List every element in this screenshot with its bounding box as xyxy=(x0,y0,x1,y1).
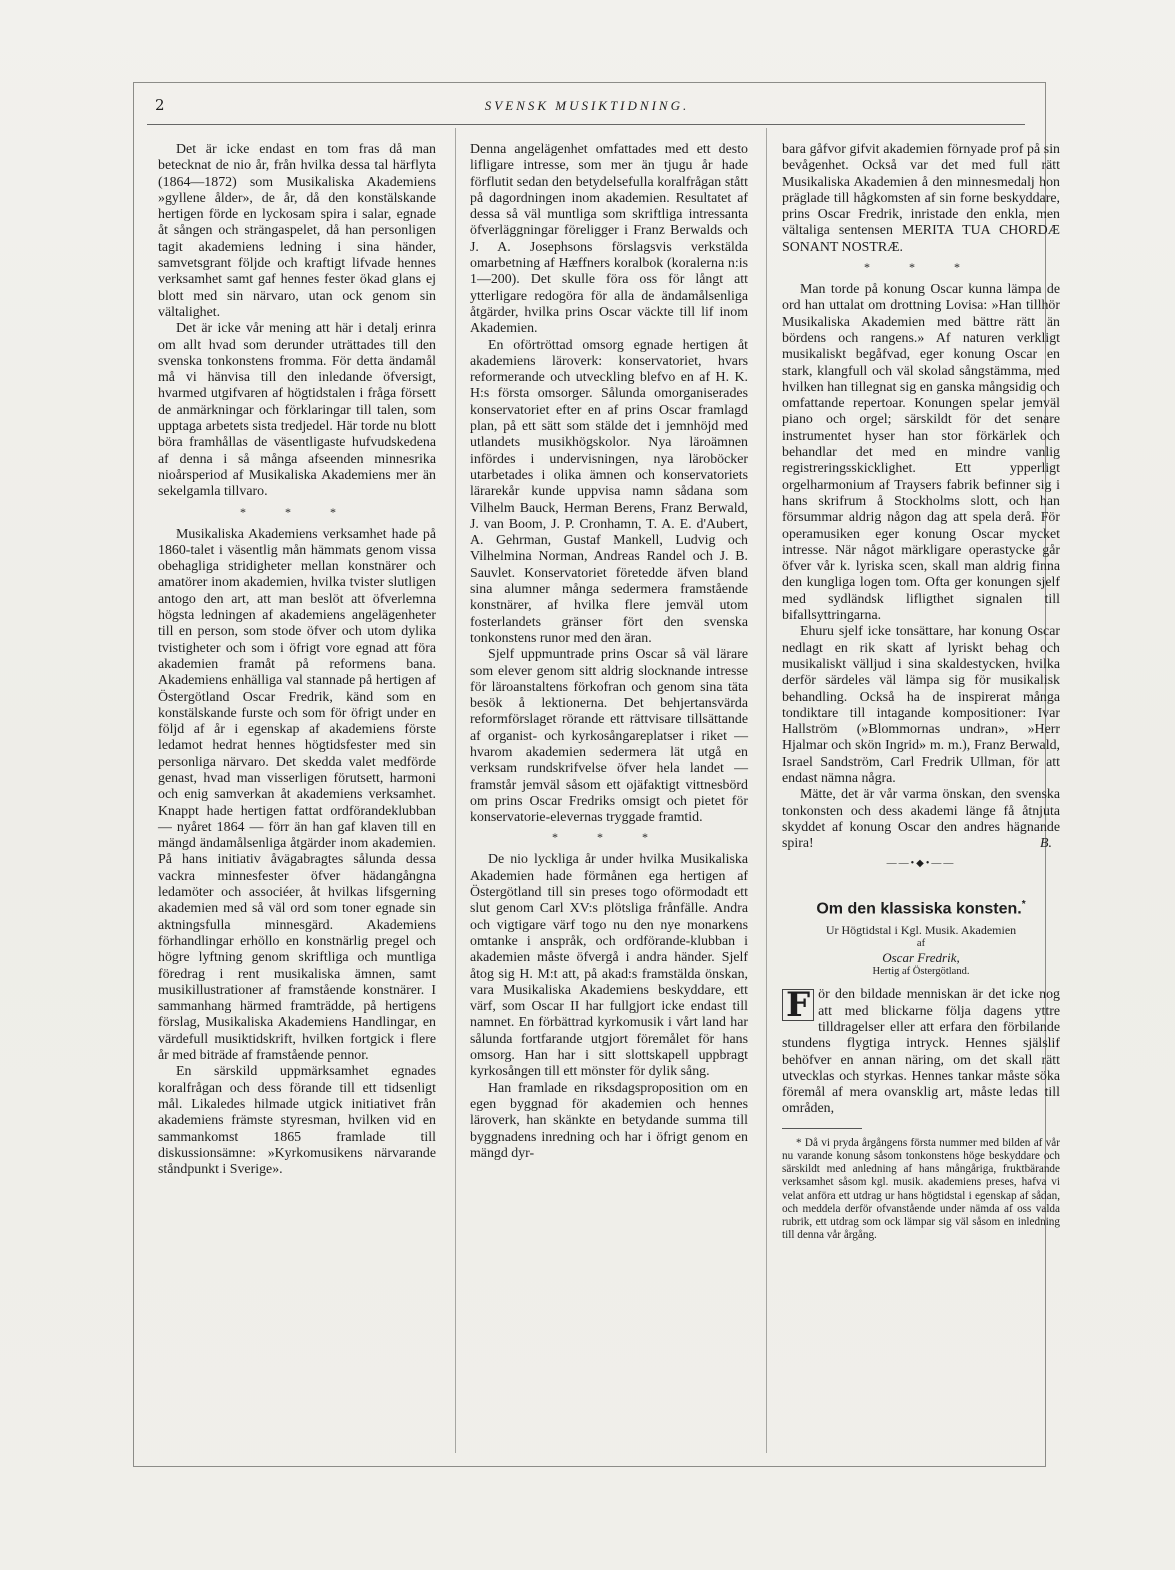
header-rule xyxy=(147,124,1025,125)
col3-paragraph-3: Ehuru sjelf icke tonsättare, har konung Oscar nedlagt en rik skatt af lyriskt behag och musikaliskt välljud i sina skaldestycken, hvilka derför särdeles väl lämpa sig för musikalisk behandling. Också ha de inspirerat många tondiktare till intagande kompositioner: Ivar Hallström (»Blommornas undran», »Herr Hjalmar och skön Ingrid» m. m.), Franz Berwald, Israel Sandström, Carl Fredrik Ullman, för att endast nämna några. xyxy=(782,624,1060,786)
author-title: Hertig af Östergötland. xyxy=(872,966,970,978)
page-number: 2 xyxy=(155,96,165,114)
journal-title: SVENSK MUSIKTIDNING. xyxy=(484,98,690,113)
article-author: Oscar Fredrik, xyxy=(882,950,960,966)
col2-paragraph-4: De nio lyckliga år under hvilka Musikaliska Akademien hade förmånen ega hertigen af Östergötland till sin preses togo oförmodadt ett slut genom Carl XV:s plötsliga frånfälle. Andra och vigtigare värf togo nu den nye monarkens omtanke i anspråk, och ordförande-klubban i akademien måste öfvergå i andra händer. Sjelf åtog sig H. M:t att, på akad:s framstälda önskan, vara Musikaliska Akademiens beskyddare, ett värf, som Oscar II har fullgjort icke endast till namnet. En förbättrad kyrkomusik i vårt land har sålunda fortfarande utgjort föremålet för hans omsorg. Han har i sitt slottskapell uppbragt kyrkosången till ett mönster för dylik sång. xyxy=(470,852,748,1080)
footnote: * Då vi pryda årgångens första nummer med bilden af vår nu varande konung såsom tonkonstens höge beskyddare och särskildt med anledning af hans mångåriga, fruktbärande verksamhet såsom kgl. musik. akademiens preses, hafva vi velat anföra ett utdrag ur hans högtidstal i egenskap af sådan, och meddela derför ofvanstående under nämda af oss valda rubrik, ett utdrag som ock lämpar sig väl såsom en inledning till denna vår årgång. xyxy=(782,1136,1060,1242)
column-divider-1 xyxy=(455,128,456,1453)
section-separator: * * * xyxy=(240,504,354,519)
col1-paragraph-3: Musikaliska Akademiens verksamhet hade på 1860-talet i väsentlig mån hämmats genom vissa obehagliga stridigheter mellan konstnärer och amatörer inom akademien, hvilka tvister slutligen antogo den art, att man beslöt att öfverlemna högsta ledningen af akademiens angelägenheter till en person, som stode öfver och utom dylika tvistigheter och som i öfrigt vore egnad att föra akademien framåt på reformens bana. Akademiens enhälliga val stannade på hertigen af Östergötland Oscar Fredrik, känd som en konstälskande furste och som för öfrigt under en följd af år i egenskap af akademiens förste ledamot hedrat hennes högtidsfester med sin personliga närvaro. Det skedda valet medförde genast, hvad man visserligen förutsett, harmoni och enig samverkan åt akademiens verksamhet. Knappt hade hertigen fattat ordförandeklubban — nyåret 1864 — förr än han gaf klaven till en mängd ändamålsenliga åtgärder inom akademien. På hans initiativ åvägabragtes sålunda dessa vackra minnesfester öfver hädangångna ledamöter och associéer, åt hvilkas lifsgerning akademien med så väl ord som toner egnade sin aktningsfulla minnesgärd. Akademiens förhandlingar erhöllo en konstnärlig pregel och högre lyftning genom skriftliga och muntliga föredrag i rent musikaliska ämnen, samt musikillustrationer af framstående konstnärer. I sammanhang härmed framträdde, på hertigens förslag, Musikaliska Akademiens Handlingar, en värdefull musiktidskrift, hvilken fortgick i flere år med biträde af framstående pennor. xyxy=(158,526,436,1064)
col2-paragraph-5: Han framlade en riksdagsproposition om en egen byggnad för akademien och hennes läroverk, han skänkte en betydande summa till byggnadens inredning och har i öfrigt genom en mängd dyr- xyxy=(470,1080,748,1161)
ornamental-divider: ——•◆•—— xyxy=(886,858,956,870)
signature: B. xyxy=(1040,836,1052,852)
article-first-paragraph: F ör den bildade menniskan är det icke nog att med blickarne följa dagens yttre tilldragelser eller att erfara den förbilande stundens flygtiga intryck. Hennes själslif behöfver en annan näring, om det skall rätt utvecklas och styrkas. Hennes tankar måste söka föremål af mera ovansklig art, måste ledas till områden, xyxy=(782,985,1060,1117)
col3-paragraph-4: Mätte, det är vår varma önskan, den svenska tonkonsten och dess akademi länge få åtnjuta skyddet af konung Oscar den andres hägnande spira! B. xyxy=(782,787,1060,852)
drop-cap: F xyxy=(782,989,814,1021)
article-title: Om den klassiska konsten.* xyxy=(816,898,1026,918)
col2-paragraph-3: Sjelf uppmuntrade prins Oscar så väl lärare som elever genom sitt aldrig slocknande intresse för läroanstaltens förkofran och genom sina täta besök å lektionerna. Det behjertansvärda reformförslaget rörande ett rättvisare tillsättande af organist- och kyrkosångareplatser i riket — hvarom akademien sedermera lät utgå en verksam rundskrifvelse öfver hela landet — framstår jemväl såsom ett ojäfaktigt vittnesbörd om prins Oscar Fredriks omsigt och pietet för konservatorie-elevernas tryggade framtid. xyxy=(470,647,748,826)
col3-paragraph-1: bara gåfvor gifvit akademien förnyade prof på sin bevågenhet. Också var det med full rätt Musikaliska Akademien å den minnesmedalj hon präglade till hågkomsten af sin forne beskyddare, prins Oscar Fredrik, inristade den enkla, men vältaliga sentensen MERITA TUA CHORDÆ SONANT NOSTRÆ. xyxy=(782,142,1060,255)
col2-paragraph-1: Denna angelägenhet omfattades med ett desto lifligare intresse, som mer än tjugu år hade förflutit sedan den betydelsefulla koralfrågan stått på dagordningen inom akademien. Resultatet af dessa så väl muntliga som skriftliga intressanta öfverläggningar föreligger i Franz Berwalds och J. A. Josephsons förslagsvis verkstälda omarbetning af Hæffners koralbok (koralerna n:is 1—200). Det skulle föra oss för långt att ytterligare redogöra för alla de ändamålsenliga åtgärder, hvilka prins Oscar väckte till lif inom Akademien. xyxy=(470,142,748,337)
col1-paragraph-4: En särskild uppmärksamhet egnades koralfrågan och dess förande till ett tidsenligt mål. Likaledes hilmade utgick initiativet från akademiens främste styresman, hvilken vid en sammankomst 1865 framlade till diskussionsämne: »Kyrkomusikens närvarande ståndpunkt i Sverige». xyxy=(158,1064,436,1178)
col1-paragraph-2: Det är icke vår mening att här i detalj erinra om allt hvad som derunder uträttades till den svenska tonkonstens fromma. För detta ändamål må vi hänvisa till den inledande öfversigt, hvarmed utgifvaren af högtidstalen i fråga försett de anmärkningar och förklaringar till talen, som upptaga arbetets sista tredjedel. Här torde nu blott böra framhållas de väsentligaste hufvudskedena af denna i så många afseenden minnesrika nioårsperiod af Musikaliska Akademiens mer än sekelgamla tillvaro. xyxy=(158,321,436,500)
column-1 xyxy=(158,142,436,1178)
col3-paragraph-2: Man torde på konung Oscar kunna lämpa de ord han uttalat om drottning Lovisa: »Han tillhör Musikaliska Akademien med bättre rätt än bördens och rangens.» Af naturen verkligt musikaliskt begåfvad, eger konung Oscar en stark, klangfull och väl skolad sångstämma, med hvilken han tillegnat sig en ganska mångsidig och omfattande repertoar. Konungen spelar jemväl piano och orgel; särskildt för det senare instrumentet hyser han stor förkärlek och behandlar det med en mindre vanlig registreringsskicklighet. Ett ypperligt orgelharmonium af Traysers fabrik befinner sig i hans skrifrum å Stockholms slott, och han försummar aldrig någon dag att spela derå. För operamusiken eger konung Oscar mycket intresse. När något märkligare operastycke går öfver vår k. lyriska scen, skall man aldrig finna den kungliga logen tom. Ofta ger konungen sjelf med sydländsk lifligthet signalen till bifallsyttringarna. xyxy=(782,282,1060,624)
column-2 xyxy=(470,142,748,1162)
section-separator: * * * xyxy=(864,260,978,275)
section-separator: * * * xyxy=(552,830,666,845)
page-header xyxy=(147,92,1027,120)
col1-paragraph-1: Det är icke endast en tom fras då man betecknat de nio år, från hvilka dessa tal härflyta (1864—1872) som Musikaliska Akademiens »gyllene ålder», de år, då den konstälskande hertigen förde en lyckosam spira i salar, egnade åt sången och strängaspelet, då han personligen tagit akademiens ledning i sina händer, samvetsgrant följde och kraftigt lifvade hennes verksamhet samt gaf hennes fester ökad glans ej blott med sin närvaro, utan ock genom sin vältalighet. xyxy=(158,142,436,320)
column-3 xyxy=(782,142,1060,1242)
column-divider-2 xyxy=(766,128,767,1453)
article-source-af: af xyxy=(916,938,926,950)
col2-paragraph-2: En oförtröttad omsorg egnade hertigen åt akademiens läroverk: konservatoriet, hvars reformerande och utveckling blefvo en af H. K. H:s första omsorger. Sålunda omorganiserades konservatoriet efter en af prins Oscar framlagd plan, på ett sätt som stälde det i jemnhöjd med utlandets musikhögskolor. Nya läroämnen infördes i undervisningen, nya läroböcker utarbetades i olika ämnen och konservatoriets lärarekår kunde uppvisa namn sådana som Vilhelm Bauck, Herman Berens, Franz Berwald, J. van Boom, J. P. Cronhamn, T. A. E. d'Aubert, A. Gehrman, Gustaf Mankell, Ludvig och Vilhelmina Norman, Andreas Randel och J. B. Sauvlet. Konservatoriet företedde äfven bland sina alumner många sedermera framstående konstnärer, af hvilka flere jemväl utom fosterlandets gränser fört den svenska tonkonstens runor med den äran. xyxy=(470,337,748,646)
article-source: Ur Högtidstal i Kgl. Musik. Akademien xyxy=(825,923,1017,938)
footnote-rule xyxy=(782,1128,862,1129)
